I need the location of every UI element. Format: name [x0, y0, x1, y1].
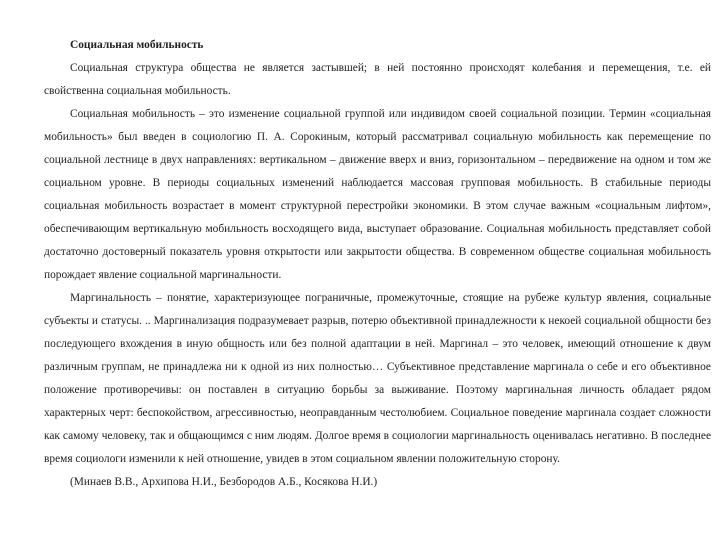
document-title: Социальная мобильность: [70, 39, 204, 51]
citation: (Минаев В.В., Архипова Н.И., Безбородов А.Б., Косякова Н.И.): [70, 476, 378, 488]
paragraph-3: Маргинальность – понятие, характеризующее пограничные, промежуточные, стоящие на рубеже культур явления, социальные субъекты и статусы. .. Маргинализация подразумевает разрыв, потерю объективной принадлежности к некоей социальной общности без последующего вхождения в иную общность или без полной адаптации в ней. Маргинал – это человек, имеющий отношение к двум различным группам, не принадлежа ни к одной из них полностью… Субъективное представление маргинала о себе и его объективное положение противоречивы: он поставлен в ситуацию борьбы за выживание. Поэтому маргинальная личность обладает рядом характерных черт: беспокойством, агрессивностью, неоправданным честолюбием. Социальное поведение маргинала создает сложности как самому человеку, так и общающимся с ним людям. Долгое время в социологии маргинальность оценивалась негативно. В последнее время социологи изменили к ней отношение, увидев в этом социальном явлении положительную сторону.: [44, 292, 711, 465]
paragraph-1: Социальная структура общества не является застывшей; в ней постоянно происходят колебания и перемещения, т.е. ей свойственна социальная мобильность.: [44, 62, 711, 97]
document-text: [44, 34, 711, 494]
paragraph-2: Социальная мобильность – это изменение социальной группой или индивидом своей социальной позиции. Термин «социальная мобильность» был введен в социологию П. А. Сорокиным, который рассматривал социальную мобильность как перемещение по социальной лестнице в двух направлениях: вертикальном – движение вверх и вниз, горизонтальном – передвижение на одном и том же социальном уровне. В периоды социальных изменений наблюдается массовая групповая мобильность. В стабильные периоды социальная мобильность возрастает в момент структурной перестройки экономики. В этом случае важным «социальным лифтом», обеспечивающим вертикальную мобильность восходящего вида, выступает образование. Социальная мобильность представляет собой достаточно достоверный показатель уровня открытости или закрытости общества. В современном обществе социальная мобильность порождает явление социальной маргинальности.: [44, 108, 711, 281]
